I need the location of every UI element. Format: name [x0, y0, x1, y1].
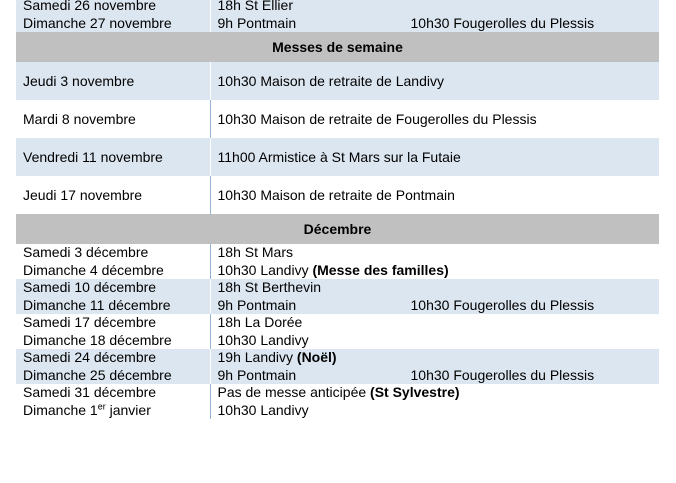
date-cell: [16, 314, 210, 349]
mass-note: (Noël): [296, 349, 337, 365]
mass-text: 10h30 Landivy: [217, 261, 313, 278]
date-text: Samedi 17 décembre: [23, 314, 157, 330]
date-cell: [16, 0, 210, 32]
section-header: [16, 32, 659, 62]
date-text: Dimanche 11 décembre: [23, 296, 171, 313]
mass-cell: 11h00 Armistice à St Mars sur la Futaie: [210, 138, 659, 176]
date-text: Dimanche 1: [23, 401, 98, 418]
date-ordinal: er: [97, 400, 106, 411]
table-row: [16, 0, 659, 32]
mass-text: 9h Pontmain: [217, 296, 297, 313]
date-text: Samedi 10 décembre: [23, 279, 157, 295]
mass-cell: [210, 0, 659, 32]
mass-text: 10h30 Fougerolles du Plessis: [410, 296, 595, 313]
mass-cell: [210, 244, 659, 279]
date-text: Samedi 26 novembre: [23, 0, 157, 13]
section-header: [16, 214, 659, 244]
section-title: Messes de semaine: [16, 32, 659, 62]
table-row: [16, 314, 659, 349]
mass-text: 18h St Ellier: [217, 0, 293, 13]
mass-text: 9h Pontmain: [217, 366, 297, 383]
mass-note: (St Sylvestre): [370, 384, 460, 400]
mass-text: 10h30 Fougerolles du Plessis: [410, 366, 595, 383]
table-row: [16, 384, 659, 419]
date-cell: [16, 349, 210, 384]
mass-schedule-table: [16, 0, 659, 419]
date-cell: Jeudi 17 novembre: [16, 176, 210, 214]
table-row: [16, 176, 659, 214]
mass-cell: [210, 384, 659, 419]
mass-text: 9h Pontmain: [217, 14, 297, 31]
date-cell: Vendredi 11 novembre: [16, 138, 210, 176]
date-cell: [16, 384, 210, 419]
mass-text: 10h30 Landivy: [217, 401, 309, 418]
date-cell: [16, 279, 210, 314]
table-row: [16, 244, 659, 279]
mass-text: 18h La Dorée: [217, 314, 303, 330]
table-row: [16, 100, 659, 138]
date-text: Samedi 3 décembre: [23, 244, 149, 260]
mass-cell: 10h30 Maison de retraite de Landivy: [210, 62, 659, 100]
mass-cell: 10h30 Maison de retraite de Fougerolles du Plessis: [210, 100, 659, 138]
mass-text: Pas de messe anticipée: [217, 384, 371, 400]
mass-text: 10h30 Fougerolles du Plessis: [410, 14, 595, 31]
section-title: Décembre: [16, 214, 659, 244]
table-row: [16, 349, 659, 384]
date-text: Samedi 31 décembre: [23, 384, 157, 400]
mass-cell: [210, 279, 659, 314]
date-text: Dimanche 25 décembre: [23, 366, 172, 383]
table-row: [16, 138, 659, 176]
date-text: Dimanche 4 décembre: [23, 261, 164, 278]
mass-cell: [210, 314, 659, 349]
date-text: Dimanche 27 novembre: [23, 14, 172, 31]
mass-text: 18h St Mars: [217, 244, 293, 260]
date-cell: Mardi 8 novembre: [16, 100, 210, 138]
date-text: Samedi 24 décembre: [23, 349, 157, 365]
mass-text: 19h Landivy: [217, 349, 297, 365]
mass-text: 18h St Berthevin: [217, 279, 322, 295]
date-cell: Jeudi 3 novembre: [16, 62, 210, 100]
mass-text: 10h30 Landivy: [217, 331, 309, 348]
date-cell: [16, 244, 210, 279]
date-text: janvier: [105, 401, 151, 418]
mass-cell: [210, 349, 659, 384]
mass-cell: 10h30 Maison de retraite de Pontmain: [210, 176, 659, 214]
table-row: [16, 279, 659, 314]
date-text: Dimanche 18 décembre: [23, 331, 172, 348]
mass-note: (Messe des familles): [312, 261, 449, 278]
table-row: [16, 62, 659, 100]
